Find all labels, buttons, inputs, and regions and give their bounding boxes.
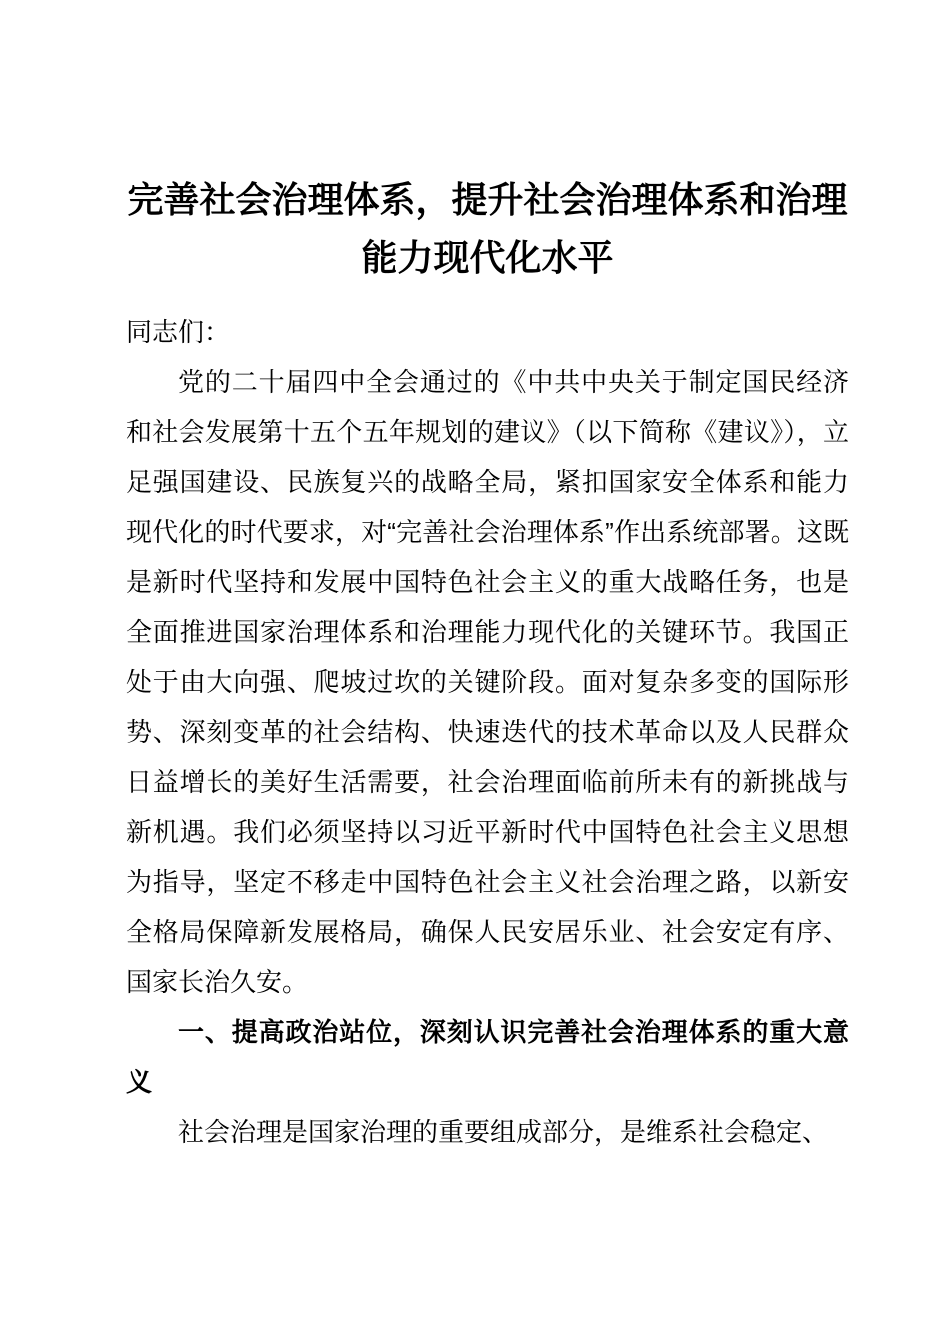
section-heading-1: 一、提高政治站位，深刻认识完善社会治理体系的重大意义: [126, 1017, 849, 1097]
document-body: [126, 307, 849, 1157]
paragraph-section-1-start: 社会治理是国家治理的重要组成部分，是维系社会稳定、: [178, 1117, 829, 1147]
paragraph-intro: 党的二十届四中全会通过的《中共中央关于制定国民经济和社会发展第十五个五年规划的建议》（以下简称《建议》），立足强国建设、民族复兴的战略全局，紧扣国家安全体系和能力现代化的时代要求，对“完善社会治理体系”作出系统部署。这既是新时代坚持和发展中国特色社会主义的重大战略任务，也是全面推进国家治理体系和治理能力现代化的关键环节。我国正处于由大向强、爬坡过坎的关键阶段。面对复杂多变的国际形势、深刻变革的社会结构、快速迭代的技术革命以及人民群众日益增长的美好生活需要，社会治理面临前所未有的新挑战与新机遇。我们必须坚持以习近平新时代中国特色社会主义思想为指导，坚定不移走中国特色社会主义社会治理之路，以新安全格局保障新发展格局，确保人民安居乐业、社会安定有序、国家长治久安。: [126, 367, 849, 997]
salutation: 同志们：: [126, 317, 231, 347]
document-title: 完善社会治理体系，提升社会治理体系和治理能力现代化水平: [127, 179, 848, 278]
